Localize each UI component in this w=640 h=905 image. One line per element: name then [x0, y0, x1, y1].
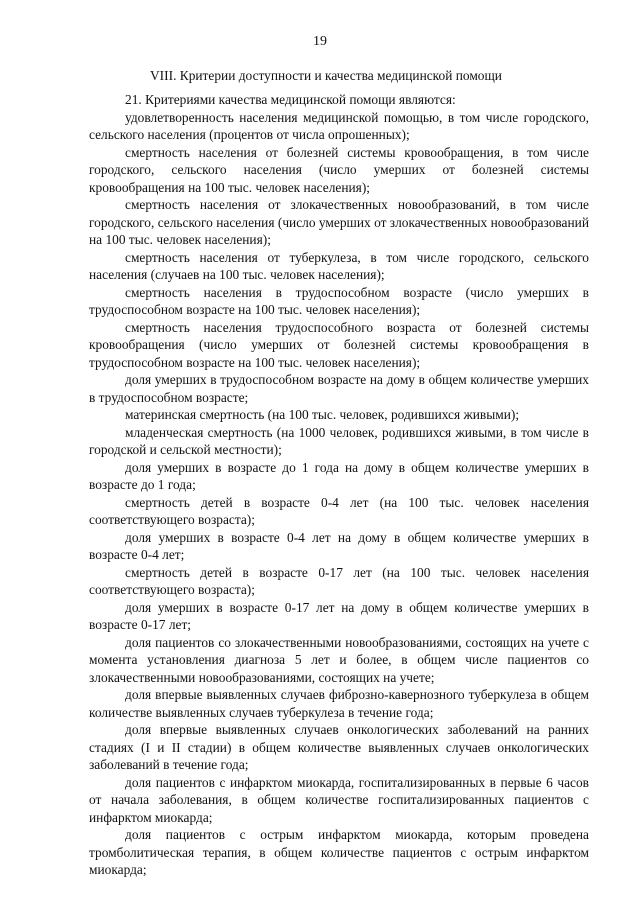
- paragraph: смертность населения от болезней системы кровообращения, в том числе городского, сельского населения (число умерших от болезней системы кровообращения на 100 тыс. человек населения);: [89, 144, 589, 195]
- paragraph: доля умерших в возрасте до 1 года на дому в общем количестве умерших в возрасте до 1 года;: [89, 459, 589, 492]
- paragraph: смертность населения от туберкулеза, в том числе городского, сельского населения (случаев на 100 тыс. человек населения);: [89, 249, 589, 282]
- paragraph: доля умерших в трудоспособном возрасте на дому в общем количестве умерших в трудоспособном возрасте;: [89, 372, 589, 405]
- paragraph: 21. Критериями качества медицинской помощи являются:: [125, 92, 456, 107]
- page-number: 19: [313, 34, 327, 49]
- paragraph: смертность населения в трудоспособном возрасте (число умерших в трудоспособном возрасте на 100 тыс. человек населения);: [89, 284, 589, 317]
- paragraph: смертность населения от злокачественных новообразований, в том числе городского, сельского населения (число умерших от злокачественных новообразований на 100 тыс. человек населения);: [89, 197, 589, 247]
- paragraph: доля пациентов с инфарктом миокарда, госпитализированных в первые 6 часов от начала заболевания, в общем количестве госпитализированных пациентов с инфарктом миокарда;: [89, 774, 589, 825]
- paragraph: доля умерших в возрасте 0-4 лет на дому в общем количестве умерших в возрасте 0-4 лет;: [89, 529, 589, 562]
- paragraph: доля пациентов с острым инфарктом миокарда, которым проведена тромболитическая терапия, в общем количестве пациентов с острым инфарктом миокарда;: [89, 827, 589, 877]
- paragraph: доля умерших в возрасте 0-17 лет на дому в общем количестве умерших в возрасте 0-17 лет;: [89, 599, 589, 632]
- paragraph: удовлетворенность населения медицинской помощью, в том числе городского, сельского населения (процентов от числа опрошенных);: [89, 109, 589, 142]
- paragraph: материнская смертность (на 100 тыс. человек, родившихся живыми);: [125, 407, 520, 422]
- section-body: [89, 91, 589, 879]
- paragraph: смертность детей в возрасте 0-17 лет (на 100 тыс. человек населения соответствующего возраста);: [89, 564, 589, 597]
- paragraph: доля пациентов со злокачественными новообразованиями, состоящих на учете с момента установления диагноза 5 лет и более, в общем числе пациентов со злокачественными новообразованиями, состоящих на учете;: [89, 634, 589, 685]
- paragraph: доля впервые выявленных случаев онкологических заболеваний на ранних стадиях (I и II стадии) в общем количестве выявленных случаев онкологических заболеваний в течение года;: [89, 722, 589, 772]
- paragraph: доля впервые выявленных случаев фиброзно-кавернозного туберкулеза в общем количестве выявленных случаев туберкулеза в течение года;: [89, 687, 589, 720]
- section-title: VIII. Критерии доступности и качества медицинской помощи: [150, 68, 502, 83]
- paragraph: младенческая смертность (на 1000 человек, родившихся живыми, в том числе в городской и сельской местности);: [89, 424, 589, 457]
- paragraph: смертность населения трудоспособного возраста от болезней системы кровообращения (число умерших от болезней системы кровообращения в трудоспособном возрасте на 100 тыс. человек населения);: [89, 319, 589, 370]
- paragraph: смертность детей в возрасте 0-4 лет (на 100 тыс. человек населения соответствующего возраста);: [89, 494, 589, 527]
